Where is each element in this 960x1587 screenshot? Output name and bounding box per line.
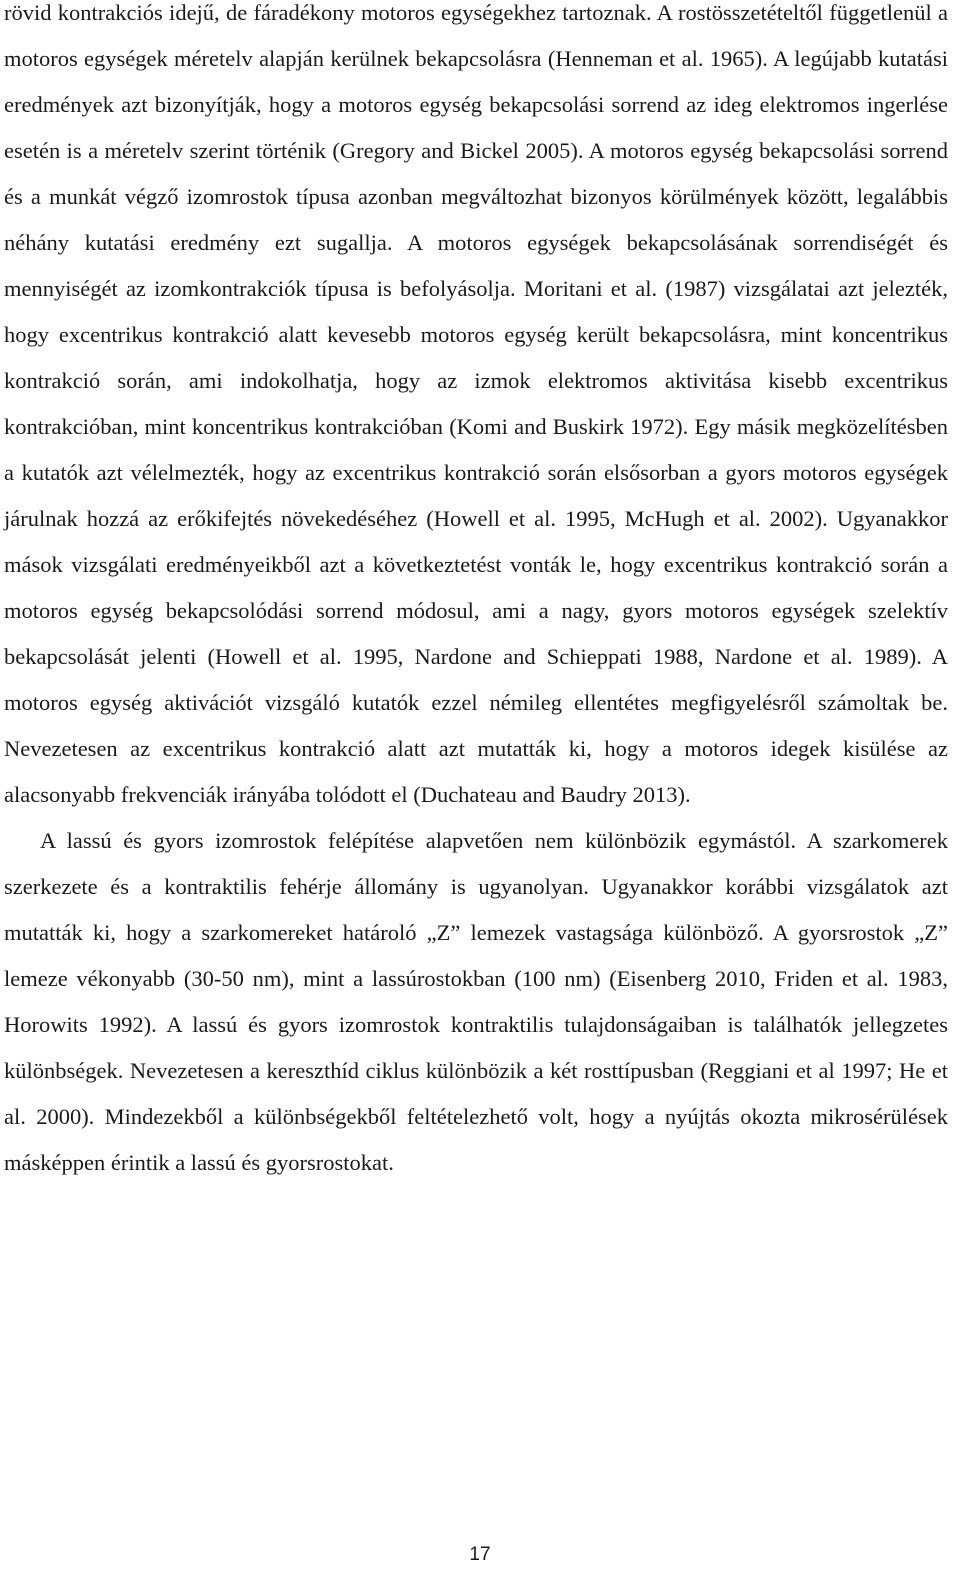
paragraph-1: rövid kontrakciós idejű, de fáradékony motoros egységekhez tartoznak. A rostösszetételtől függetlenül a motoros egységek méretelv alapján kerülnek bekapcsolásra (Henneman et al. 1965). A legújabb kutatási eredmények azt bizonyítják, hogy a motoros egység bekapcsolási sorrend az ideg elektromos ingerlése esetén is a méretelv szerint történik (Gregory and Bickel 2005). A motoros egység bekapcsolási sorrend és a munkát végző izomrostok típusa azonban megváltozhat bizonyos körülmények között, legalábbis néhány kutatási eredmény ezt sugallja. A motoros egységek bekapcsolásának sorrendiségét és mennyiségét az izomkontrakciók típusa is befolyásolja. Moritani et al. (1987) vizsgálatai azt jelezték, hogy excentrikus kontrakció alatt kevesebb motoros egység került bekapcsolásra, mint koncentrikus kontrakció során, ami indokolhatja, hogy az izmok elektromos aktivitása kisebb excentrikus kontrakcióban, mint koncentrikus kontrakcióban (Komi and Buskirk 1972). Egy másik megközelítésben a kutatók azt vélelmezték, hogy az excentrikus kontrakció során elsősorban a gyors motoros egységek járulnak hozzá az erőkifejtés növekedéséhez (Howell et al. 1995, McHugh et al. 2002). Ugyanakkor mások vizsgálati eredményeikből azt a következtetést vonták le, hogy excentrikus kontrakció során a motoros egység bekapcsolódási sorrend módosul, ami a nagy, gyors motoros egységek szelektív bekapcsolását jelenti (Howell et al. 1995, Nardone and Schieppati 1988, Nardone et al. 1989). A motoros egység aktivációt vizsgáló kutatók ezzel némileg ellentétes megfigyelésről számoltak be. Nevezetesen az excentrikus kontrakció alatt azt mutatták ki, hogy a motoros idegek kisülése az alacsonyabb frekvenciák irányába tolódott el (Duchateau and Baudry 2013).: [4, 0, 948, 807]
body-text: [4, 0, 948, 1186]
paragraph-2: A lassú és gyors izomrostok felépítése alapvetően nem különbözik egymástól. A szarkomerek szerkezete és a kontraktilis fehérje állomány is ugyanolyan. Ugyanakkor korábbi vizsgálatok azt mutatták ki, hogy a szarkomereket határoló „Z” lemezek vastagsága különböző. A gyorsrostok „Z” lemeze vékonyabb (30-50 nm), mint a lassúrostokban (100 nm) (Eisenberg 2010, Friden et al. 1983, Horowits 1992). A lassú és gyors izomrostok kontraktilis tulajdonságaiban is találhatók jellegzetes különbségek. Nevezetesen a kereszthíd ciklus különbözik a két rosttípusban (Reggiani et al 1997; He et al. 2000). Mindezekből a különbségekből feltételezhető volt, hogy a nyújtás okozta mikrosérülések másképpen érintik a lassú és gyorsrostokat.: [4, 828, 948, 1175]
page-number: 17: [469, 1544, 491, 1565]
